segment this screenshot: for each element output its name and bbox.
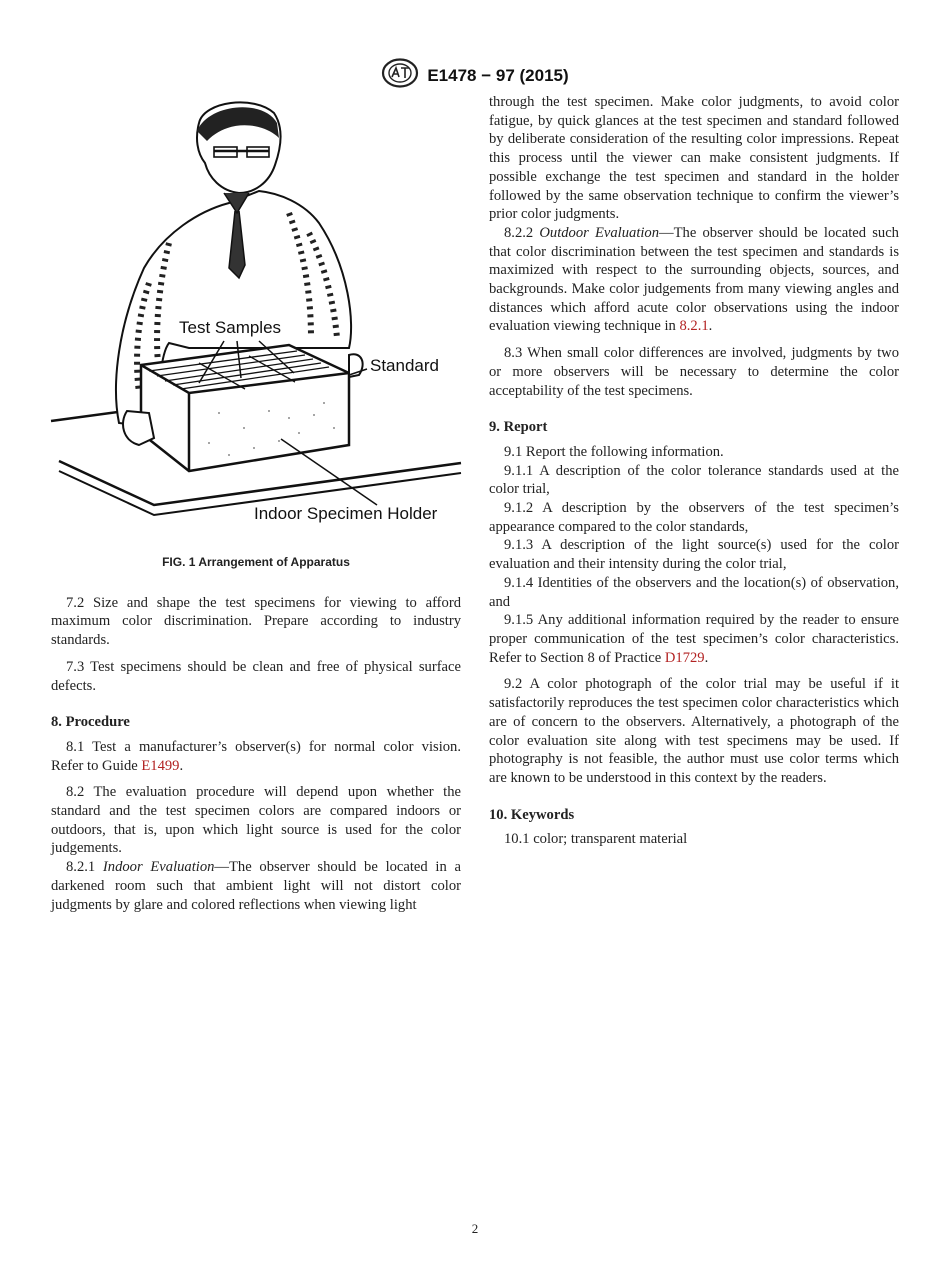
heading-procedure: 8. Procedure <box>51 714 130 731</box>
figure-caption: FIG. 1 Arrangement of Apparatus <box>162 555 350 569</box>
heading-report: 9. Report <box>489 419 548 436</box>
link-d1729[interactable]: D1729 <box>664 649 705 666</box>
left-column <box>51 93 461 914</box>
page-header <box>0 58 950 93</box>
paragraph-7-2: 7.2 Size and shape the test specimens for viewing to afford maximum color discrimination. Prepare according to industry standards. <box>51 594 461 649</box>
paragraph-8-2: 8.2 The evaluation procedure will depend upon whether the standard and the test specimen colors are compared indoors or outdoors, that is, upon which light source is used for the color judgements. <box>51 784 461 857</box>
label-test-samples: Test Samples <box>179 318 282 337</box>
paragraph-10-1: 10.1 color; transparent material <box>504 831 688 848</box>
paragraph-8-3: 8.3 When small color differences are involved, judgments by two or more observers will be necessary to determine the color acceptability of the test specimens. <box>489 345 899 399</box>
apparatus-illustration <box>49 93 469 533</box>
standard-designation: E1478 − 97 (2015) <box>427 65 569 85</box>
paragraph-8-2-1: 8.2.1 Indoor Evaluation—The observer should be located in a darkened room such that ambient light will not distort color judgments by glare and colored reflections when viewing light <box>51 859 461 913</box>
link-8-2-1[interactable]: 8.2.1 <box>679 318 709 335</box>
paragraph-7-3: 7.3 Test specimens should be clean and free of physical surface defects. <box>51 658 461 694</box>
paragraph-8-2-1-continued: through the test specimen. Make color judgments, to avoid color fatigue, by quick glances at the test specimen and standard followed by deliberate consideration of the resulting color impressions. Repeat this process until the viewer can make consistent judgments. If possible exchange the test specimen and standard in the holder followed by the same observation technique to confirm the viewer’s prior color judgments. <box>489 94 899 223</box>
paragraph-9-1-2: 9.1.2 A description by the observers of the test specimen’s appearance compared to the color standards, <box>489 500 899 535</box>
heading-keywords: 10. Keywords <box>489 806 575 823</box>
label-standard: Standard <box>370 356 439 375</box>
paragraph-9-1-4: 9.1.4 Identities of the observers and the location(s) of observation, and <box>489 574 899 610</box>
paragraph-9-1-3: 9.1.3 A description of the light source(s) used for the color evaluation and their intensity during the color trial, <box>489 537 899 573</box>
page-number: 2 <box>471 1221 479 1236</box>
paragraph-9-2: 9.2 A color photograph of the color trial may be useful if it satisfactorily reproduces the test specimen color characteristics which are of concern to the observers. Alternatively, a photograph of the color evaluation site along with test specimens may be used. If photography is not feasible, the author must use color terms which are known to be understood in this context by the readers. <box>489 676 899 786</box>
right-column <box>489 93 899 849</box>
paragraph-9-1-5: 9.1.5 Any additional information required by the reader to ensure proper communication of the test specimen’s color characteristics. Refer to Section 8 of Practice D1729. <box>489 612 899 666</box>
figure-apparatus <box>49 93 469 553</box>
paragraph-9-1: 9.1 Report the following information. <box>504 443 724 460</box>
astm-logo-icon <box>381 58 419 93</box>
paragraph-8-2-2: 8.2.2 Outdoor Evaluation—The observer should be located such that color discrimination between the test specimen and standards is maximized with respect to the surrounding objects, sources, and backgrounds. Make color judgements from many viewing angles and distances which afford acute color observations using the indoor evaluation viewing technique in 8.2.1. <box>489 224 899 335</box>
label-indoor-specimen-holder: Indoor Specimen Holder <box>254 504 438 523</box>
link-e1499[interactable]: E1499 <box>141 757 180 774</box>
paragraph-9-1-1: 9.1.1 A description of the color tolerance standards used at the color trial, <box>489 462 899 498</box>
paragraph-8-1: 8.1 Test a manufacturer’s observer(s) for normal color vision. Refer to Guide E1499. <box>51 738 461 774</box>
